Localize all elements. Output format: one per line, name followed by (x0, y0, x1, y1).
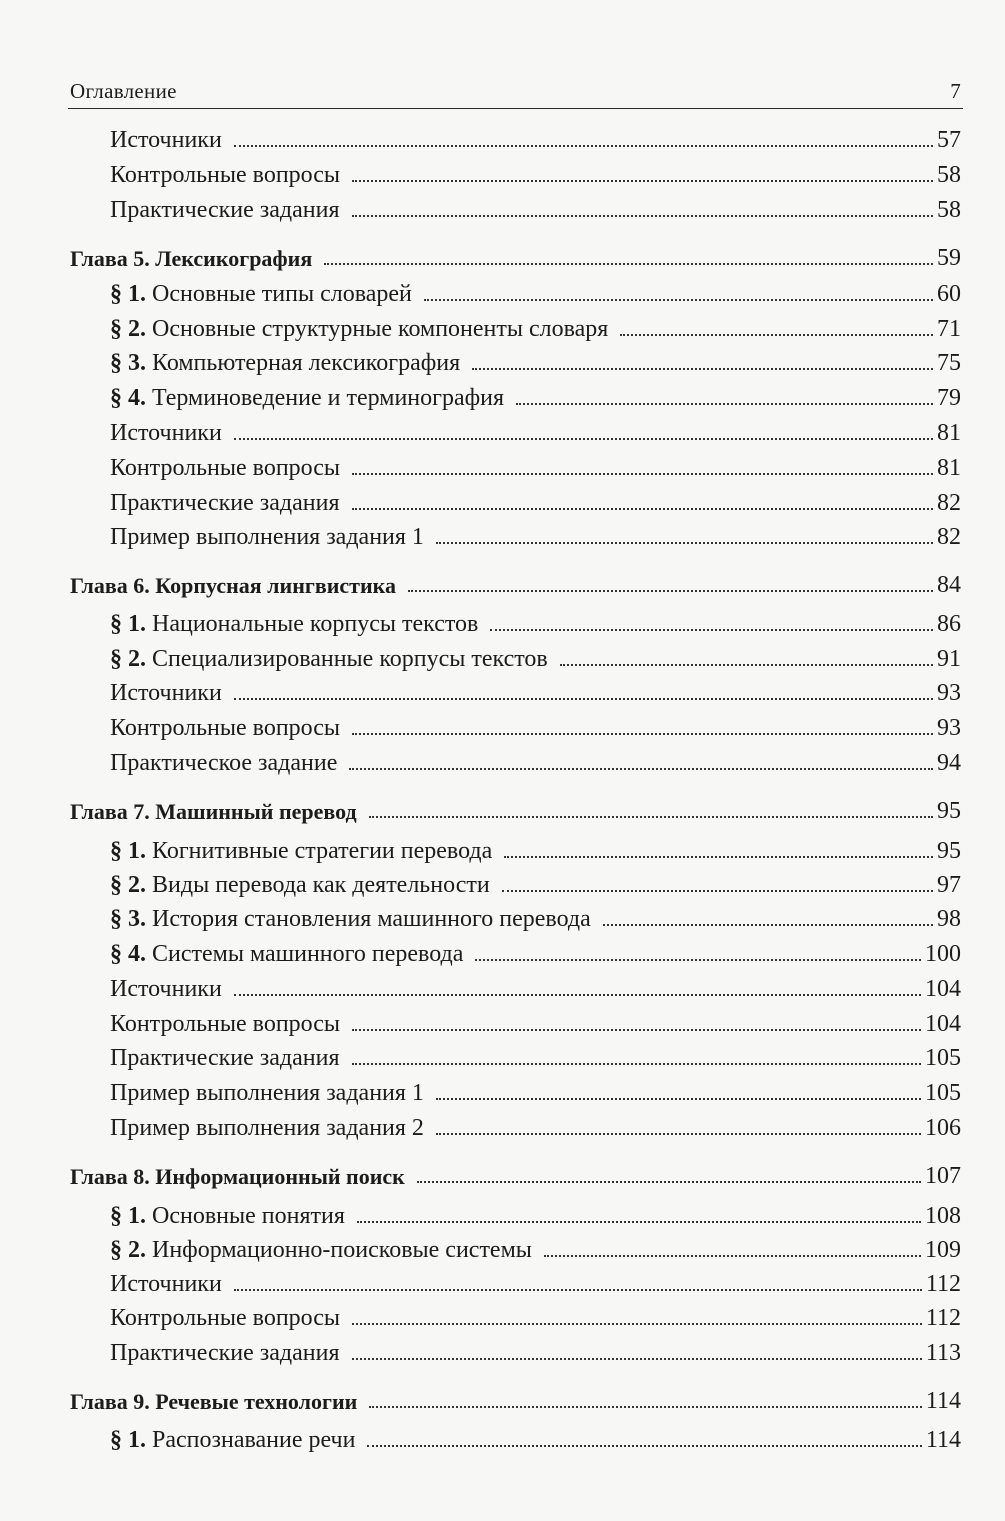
dot-leader (352, 1323, 922, 1325)
toc-entry (110, 190, 961, 222)
toc-entry (110, 1038, 961, 1070)
toc-entry-page: 114 (925, 1388, 961, 1414)
toc-entry (110, 604, 961, 636)
section-number: § 3. (110, 350, 146, 376)
toc-entry-title: Практические задания (110, 197, 340, 223)
toc-chapter-entry (70, 565, 961, 597)
dot-leader (367, 1445, 921, 1447)
dot-leader (324, 263, 933, 265)
toc-entry (110, 413, 961, 445)
toc-entry (110, 1230, 961, 1262)
toc-entry-page: 113 (925, 1340, 961, 1366)
dot-leader (352, 733, 933, 735)
toc-entry (110, 865, 961, 897)
section-title: Основные типы словарей (152, 281, 412, 307)
toc-entry-title: Практическое задание (110, 750, 338, 776)
toc-entry-title (110, 282, 412, 306)
section-title: Основные понятия (152, 1203, 345, 1229)
dot-leader (234, 698, 933, 700)
toc-entry-page: 71 (937, 316, 961, 342)
toc-entry-page: 57 (937, 127, 961, 153)
toc-entry-title (110, 612, 478, 636)
dot-leader (544, 1255, 921, 1257)
toc-entry-title (110, 1428, 355, 1452)
toc-entry-title: Глава 7. Машинный перевод (70, 799, 357, 824)
toc-entry-title: Глава 6. Корпусная лингвистика (70, 573, 397, 598)
toc-entry-page: 112 (925, 1271, 961, 1297)
section-number: § 1. (110, 1203, 146, 1229)
section-title: Терминоведение и терминография (152, 385, 505, 411)
toc-entry (110, 309, 961, 341)
toc-entry-title: Практические задания (110, 1340, 340, 1366)
toc-entry-title: Контрольные вопросы (110, 1305, 341, 1331)
section-title: Информационно-поисковые системы (152, 1237, 532, 1263)
toc-entry-page: 82 (937, 524, 961, 550)
dot-leader (475, 959, 921, 961)
toc-entry-page: 107 (925, 1163, 961, 1189)
toc-chapter-entry (70, 791, 961, 823)
toc-entry-title: Практические задания (110, 490, 340, 516)
toc-entry-title: Глава 8. Информационный поиск (70, 1164, 405, 1189)
dot-leader (516, 403, 933, 405)
toc-chapter-entry (70, 1156, 961, 1188)
toc-entry-page: 81 (937, 455, 961, 481)
running-header-title: Оглавление (70, 79, 177, 103)
toc-entry-title: Источники (110, 976, 222, 1002)
dot-leader (417, 1181, 921, 1183)
toc-entry-page: 58 (937, 162, 961, 188)
toc-entry (110, 1298, 961, 1330)
section-number: § 3. (110, 906, 146, 932)
toc-entry (110, 1004, 961, 1036)
toc-entry-page: 105 (925, 1080, 961, 1106)
toc-entry-title (110, 1238, 532, 1262)
toc-entry-title (110, 647, 548, 671)
toc-entry-title (110, 386, 504, 410)
dot-leader (352, 1063, 921, 1065)
toc-entry-page: 109 (925, 1237, 961, 1263)
toc-entry-title: Пример выполнения задания 1 (110, 1080, 424, 1106)
toc-entry-title: Источники (110, 680, 222, 706)
header-rule (68, 108, 963, 109)
toc-entry-title (110, 351, 460, 375)
toc-entry (110, 1264, 961, 1296)
dot-leader (603, 924, 933, 926)
toc-entry-page: 75 (937, 350, 961, 376)
dot-leader (369, 816, 933, 818)
toc-entry-page: 84 (937, 572, 961, 598)
toc-entry-title: Практические задания (110, 1045, 340, 1071)
toc-entry (110, 343, 961, 375)
toc-entry-page: 93 (937, 715, 961, 741)
toc-entry-page: 95 (937, 798, 961, 824)
toc-chapter-entry (70, 238, 961, 270)
toc-entry (110, 639, 961, 671)
toc-entry-page: 94 (937, 750, 961, 776)
toc-entry-title: Источники (110, 1271, 222, 1297)
toc-entry (110, 483, 961, 515)
toc-entry (110, 673, 961, 705)
toc-entry-title (110, 317, 608, 341)
toc-entry (110, 378, 961, 410)
toc-entry-page: 58 (937, 197, 961, 223)
toc-entry-page: 79 (937, 385, 961, 411)
section-title: Специализированные корпусы текстов (152, 646, 548, 672)
toc-entry-title: Источники (110, 127, 222, 153)
toc-entry (110, 517, 961, 549)
toc-entry-page: 82 (937, 490, 961, 516)
dot-leader (352, 508, 933, 510)
section-number: § 1. (110, 838, 146, 864)
toc-entry (110, 155, 961, 187)
toc-entry (110, 1073, 961, 1105)
toc-entry-page: 59 (937, 245, 961, 271)
dot-leader (369, 1406, 922, 1408)
dot-leader (352, 215, 933, 217)
toc-entry (110, 708, 961, 740)
toc-entry (110, 448, 961, 480)
section-title: Основные структурные компоненты словаря (152, 316, 609, 342)
toc-entry-page: 108 (925, 1203, 961, 1229)
toc-entry (110, 1108, 961, 1140)
toc-entry-title (110, 942, 463, 966)
dot-leader (234, 1289, 922, 1291)
dot-leader (352, 180, 933, 182)
toc-entry-page: 97 (937, 872, 961, 898)
section-number: § 1. (110, 1427, 146, 1453)
page-number: 7 (950, 79, 961, 103)
dot-leader (620, 334, 933, 336)
dot-leader (472, 368, 933, 370)
dot-leader (436, 542, 933, 544)
running-header (70, 74, 961, 104)
dot-leader (504, 856, 933, 858)
section-title: Когнитивные стратегии перевода (152, 838, 493, 864)
dot-leader (349, 768, 933, 770)
toc-entry-title: Контрольные вопросы (110, 1011, 341, 1037)
dot-leader (502, 890, 933, 892)
toc-entry (110, 934, 961, 966)
toc-chapter-entry (70, 1381, 961, 1413)
section-number: § 2. (110, 646, 146, 672)
dot-leader (408, 590, 933, 592)
toc-entry-title: Источники (110, 420, 222, 446)
toc-entry (110, 831, 961, 863)
toc-entry-page: 114 (925, 1427, 961, 1453)
section-number: § 2. (110, 1237, 146, 1263)
section-number: § 4. (110, 941, 146, 967)
toc-entry (110, 899, 961, 931)
toc-entry-page: 104 (925, 1011, 961, 1037)
toc-entry-page: 60 (937, 281, 961, 307)
toc-entry-title (110, 873, 490, 897)
toc-entry-page: 106 (925, 1115, 961, 1141)
dot-leader (234, 994, 921, 996)
toc-entry-page: 81 (937, 420, 961, 446)
toc-entry-page: 93 (937, 680, 961, 706)
dot-leader (436, 1098, 921, 1100)
dot-leader (357, 1221, 921, 1223)
toc-entry-title: Глава 5. Лексикография (70, 246, 313, 271)
dot-leader (424, 299, 933, 301)
section-title: Распознавание речи (152, 1427, 356, 1453)
toc-entry-title (110, 839, 492, 863)
section-number: § 1. (110, 611, 146, 637)
toc-entry-title: Глава 9. Речевые технологии (70, 1389, 358, 1414)
toc-entry-page: 95 (937, 838, 961, 864)
toc-entry-page: 91 (937, 646, 961, 672)
toc-entry-title (110, 907, 591, 931)
dot-leader (490, 629, 933, 631)
toc-entry-title: Пример выполнения задания 2 (110, 1115, 424, 1141)
toc-entry (110, 274, 961, 306)
dot-leader (234, 145, 933, 147)
dot-leader (352, 1029, 921, 1031)
toc-entry (110, 743, 961, 775)
toc-entry-page: 98 (937, 906, 961, 932)
section-number: § 2. (110, 872, 146, 898)
section-title: Компьютерная лексикография (152, 350, 461, 376)
toc-entry (110, 1333, 961, 1365)
toc-entry (110, 1196, 961, 1228)
toc-entry-page: 112 (925, 1305, 961, 1331)
toc-entry-title: Контрольные вопросы (110, 162, 341, 188)
toc-entry-title: Пример выполнения задания 1 (110, 524, 424, 550)
section-title: Виды перевода как деятельности (152, 872, 490, 898)
toc-entry-title: Контрольные вопросы (110, 715, 341, 741)
section-number: § 2. (110, 316, 146, 342)
section-number: § 4. (110, 385, 146, 411)
section-number: § 1. (110, 281, 146, 307)
toc-entry-page: 104 (925, 976, 961, 1002)
section-title: История становления машинного перевода (152, 906, 591, 932)
dot-leader (352, 1358, 922, 1360)
toc-entry-page: 86 (937, 611, 961, 637)
toc-entry-page: 105 (925, 1045, 961, 1071)
toc-entry-page: 100 (925, 941, 961, 967)
section-title: Национальные корпусы текстов (152, 611, 479, 637)
section-title: Системы машинного перевода (152, 941, 464, 967)
toc-entry (110, 969, 961, 1001)
toc-entry-title (110, 1204, 345, 1228)
dot-leader (352, 473, 933, 475)
toc-entry-title: Контрольные вопросы (110, 455, 341, 481)
dot-leader (234, 438, 933, 440)
toc-entry (110, 120, 961, 152)
dot-leader (560, 664, 933, 666)
toc-entry (110, 1420, 961, 1452)
dot-leader (436, 1133, 921, 1135)
